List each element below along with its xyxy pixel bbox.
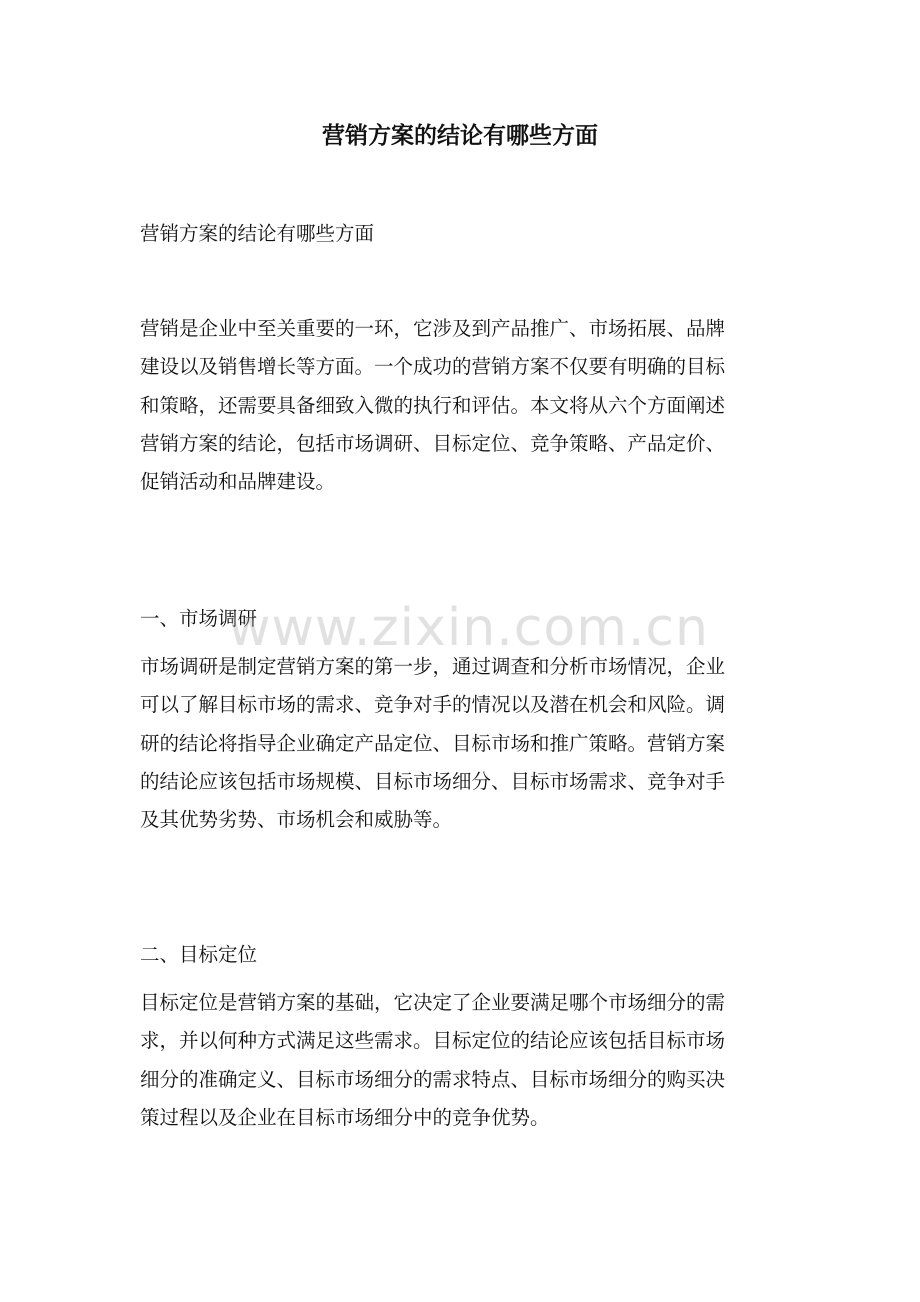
paragraph-line: 营销是企业中至关重要的一环，它涉及到产品推广、市场拓展、品牌 [140, 317, 726, 340]
paragraph-line: 细分的准确定义、目标市场细分的需求特点、目标市场细分的购买决 [140, 1067, 726, 1091]
paragraph-line: 研的结论将指导企业确定产品定位、目标市场和推广策略。营销方案 [140, 731, 726, 755]
paragraph-line: 建设以及销售增长等方面。一个成功的营销方案不仅要有明确的目标 [140, 355, 726, 379]
document-title: 营销方案的结论有哪些方面 [322, 122, 598, 149]
section-heading-market-research: 一、市场调研 [140, 607, 258, 630]
paragraph-line: 目标定位是营销方案的基础，它决定了企业要满足哪个市场细分的需 [140, 991, 726, 1014]
paragraph-line: 促销活动和品牌建设。 [140, 470, 336, 494]
intro-paragraph [140, 310, 800, 501]
paragraph-line: 营销方案的结论，包括市场调研、目标定位、竞争策略、产品定价、 [140, 431, 726, 455]
paragraph-line: 市场调研是制定营销方案的第一步，通过调查和分析市场情况，企业 [140, 655, 726, 678]
section-paragraph-market-research [140, 648, 800, 839]
paragraph-line: 和策略，还需要具备细致入微的执行和评估。本文将从六个方面阐述 [140, 393, 726, 417]
paragraph-line: 求，并以何种方式满足这些需求。目标定位的结论应该包括目标市场 [140, 1029, 726, 1053]
section-paragraph-target-positioning [140, 984, 800, 1137]
paragraph-line: 及其优势劣势、市场机会和威胁等。 [140, 808, 453, 832]
paragraph-line: 的结论应该包括市场规模、目标市场细分、目标市场需求、竞争对手 [140, 769, 726, 793]
paragraph-line: 可以了解目标市场的需求、竞争对手的情况以及潜在机会和风险。调 [140, 693, 726, 717]
paragraph-line: 策过程以及企业在目标市场细分中的竞争优势。 [140, 1105, 550, 1129]
watermark: www.zixin.com.cn [228, 598, 709, 658]
document-subtitle: 营销方案的结论有哪些方面 [140, 222, 375, 245]
section-heading-target-positioning: 二、目标定位 [140, 943, 258, 966]
